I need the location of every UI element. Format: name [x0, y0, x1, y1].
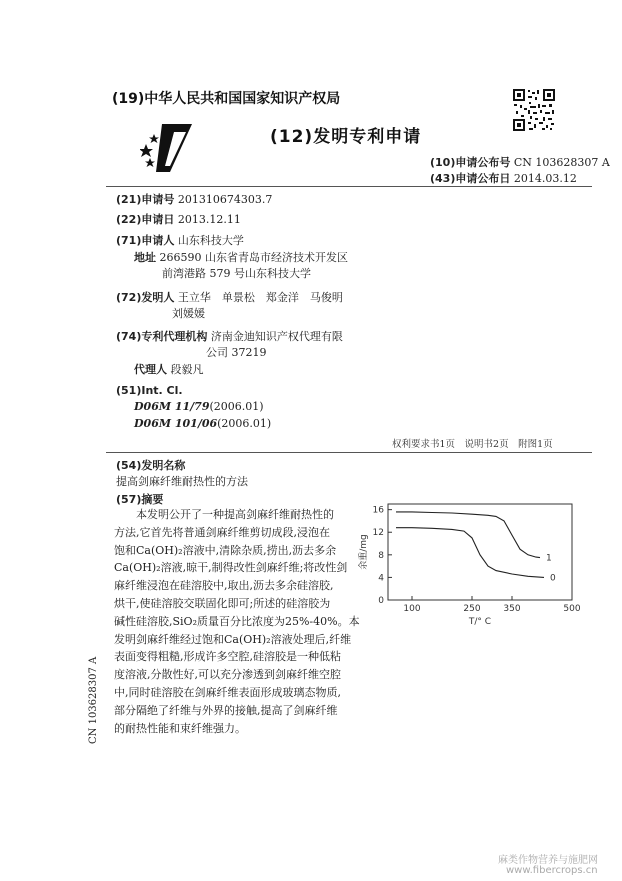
- agent: 段毅凡: [170, 363, 204, 376]
- abstract-line: 度溶液,分散性好,可以充分渗透到剑麻纤维空腔: [114, 668, 341, 682]
- y-tick-label: 0: [378, 596, 384, 606]
- agency-line-1: 济南金迪知识产权代理有限: [210, 330, 343, 343]
- publication-number: CN 103628307 A: [513, 156, 610, 169]
- intcl-row-1: [134, 400, 264, 414]
- publication-date-row: [430, 172, 577, 186]
- address-label: 地址: [134, 251, 156, 264]
- y-tick-label: 4: [378, 573, 384, 584]
- tga-chart: [358, 498, 592, 628]
- abstract-line: 碱性硅溶胶,SiO₂质量百分比浓度为25%-40%。本: [114, 614, 360, 628]
- page-count: 权利要求书1页 说明书2页 附图1页: [392, 439, 553, 450]
- y-tick-label: 12: [372, 528, 384, 539]
- publication-number-row: [430, 156, 610, 170]
- application-number: 201310674303.7: [177, 193, 273, 206]
- abstract-line: 烘干,使硅溶胶交联固化即可;所述的硅溶胶为: [114, 596, 331, 610]
- tga-chart-svg: [358, 498, 592, 628]
- intcl-code-2: D06M 101/06: [134, 417, 218, 430]
- chart-frame: [388, 504, 572, 600]
- abstract-line: 麻纤维浸泡在硅溶胶中,取出,沥去多余硅溶胶,: [114, 579, 334, 593]
- address-line-1: 266590 山东省青岛市经济技术开发区: [159, 251, 348, 264]
- application-date-label: (22)申请日: [116, 213, 175, 226]
- address-line-2: 前湾港路 579 号山东科技大学: [162, 267, 311, 280]
- intcl-version-2: (2006.01): [217, 417, 272, 430]
- intcl-code-1: D06M 11/79: [134, 400, 210, 413]
- publication-date: 2014.03.12: [513, 172, 577, 185]
- title-label: (54)发明名称: [116, 459, 186, 472]
- watermark-line-2: www.fibercrops.cn: [506, 865, 598, 876]
- abstract-label: (57)摘要: [116, 493, 164, 506]
- application-number-row: [116, 193, 272, 207]
- inventors-row: [116, 291, 343, 305]
- watermark-line-1: 麻类作物营养与施肥网: [498, 855, 598, 866]
- abstract-line: 本发明公开了一种提高剑麻纤维耐热性的: [114, 508, 334, 521]
- application-number-label: (21)申请号: [116, 193, 175, 206]
- x-tick-label: 500: [563, 604, 581, 614]
- applicant: 山东科技大学: [177, 234, 244, 247]
- abstract-line: 中,同时硅溶胶在剑麻纤维表面形成玻璃态物质,: [114, 685, 341, 699]
- abstract-line: 发明剑麻纤维经过饱和Ca(OH)₂溶液处理后,纤维: [114, 632, 352, 646]
- x-tick-label: 250: [463, 604, 481, 614]
- inventors-line-1: 王立华 单景松 郑金洋 马俊明: [177, 291, 343, 304]
- series-line-0: [396, 528, 544, 578]
- agent-label: 代理人: [134, 363, 167, 376]
- applicant-label: (71)申请人: [116, 234, 175, 247]
- agency-line-2: 公司 37219: [206, 346, 267, 359]
- cnipa-logo: [140, 122, 196, 174]
- abstract-line: 部分隔绝了纤维与外界的接触,提高了剑麻纤维: [114, 703, 338, 717]
- y-tick-label: 8: [378, 550, 384, 561]
- qr-code: [512, 88, 556, 132]
- y-axis-label: 余重/mg: [359, 534, 369, 570]
- abstract-line: 的耐热性能和束纤维强力。: [114, 721, 246, 735]
- x-tick-label: 350: [503, 604, 521, 614]
- intcl-label: (51)Int. Cl.: [116, 384, 183, 397]
- series-label-0: 0: [550, 573, 556, 584]
- application-date-row: [116, 213, 241, 227]
- agent-row: [134, 363, 204, 377]
- invention-title: 提高剑麻纤维耐热性的方法: [116, 475, 248, 488]
- biblio-rule: [106, 452, 592, 453]
- qr-code-graphic: [512, 88, 556, 132]
- publication-number-label: (10)申请公布号: [430, 156, 511, 169]
- header-rule: [106, 186, 592, 187]
- series-label-1: 1: [546, 553, 552, 564]
- application-date: 2013.12.11: [177, 213, 241, 226]
- x-axis-label: T/° C: [468, 617, 492, 627]
- cnipa-logo-graphic: [140, 122, 196, 174]
- y-tick-label: 16: [372, 505, 384, 516]
- intcl-row-2: [134, 417, 271, 431]
- agency-label: (74)专利代理机构: [116, 330, 208, 343]
- abstract-line: 饱和Ca(OH)₂溶液中,清除杂质,捞出,沥去多余: [114, 543, 337, 557]
- abstract-line: 方法,它首先将普通剑麻纤维剪切成段,浸泡在: [114, 525, 330, 539]
- publication-date-label: (43)申请公布日: [430, 172, 511, 185]
- abstract-line: 表面变得粗糙,形成许多空腔,硅溶胶是一种低粘: [114, 650, 341, 664]
- intcl-version-1: (2006.01): [209, 400, 264, 413]
- office-name: (19)中华人民共和国国家知识产权局: [112, 91, 341, 107]
- inventors-line-2: 刘媛媛: [172, 307, 205, 320]
- abstract-line: Ca(OH)₂溶液,晾干,制得改性剑麻纤维;将改性剑: [114, 561, 348, 575]
- document-type: (12)发明专利申请: [270, 127, 422, 147]
- agency-row: [116, 330, 343, 344]
- side-publication-code: CN 103628307 A: [88, 656, 99, 744]
- applicant-row: [116, 234, 244, 248]
- inventors-label: (72)发明人: [116, 291, 175, 304]
- x-tick-label: 100: [403, 604, 421, 614]
- address-row: [134, 251, 348, 265]
- abstract-body: [114, 506, 358, 737]
